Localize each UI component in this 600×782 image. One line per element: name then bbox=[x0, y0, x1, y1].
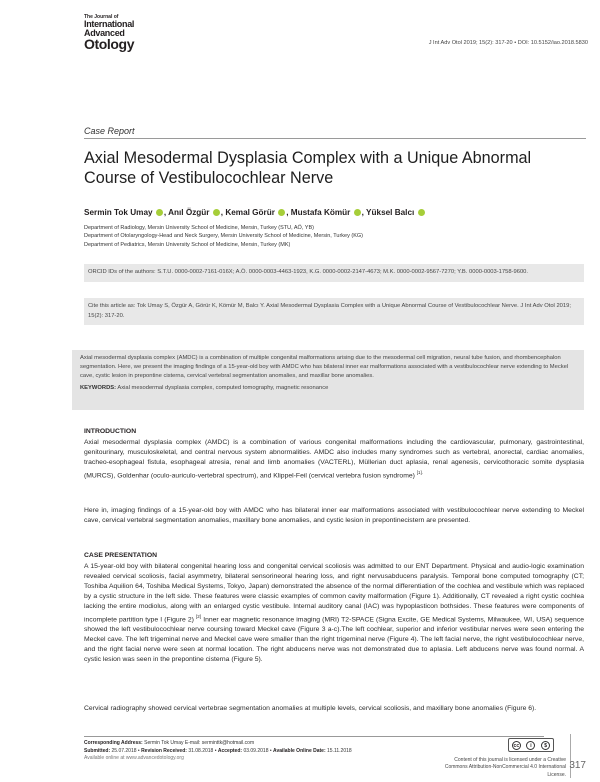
article-title: Axial Mesodermal Dysplasia Complex with a Unique Abnormal Course of Vestibulocochlear Nerve bbox=[84, 149, 532, 187]
logo-line-1: The Journal of bbox=[84, 14, 119, 20]
orcid-icon[interactable] bbox=[213, 209, 220, 216]
online-date-label: Available Online Date: bbox=[273, 747, 326, 754]
abstract-text: Axial mesodermal dysplasia complex (AMDC) is a combination of multiple congenital malformations arising due to the mesodermal cell migration, neural tube fusion, and rhombencephalon segmentation. Here, we present the imaging findings of a 15-year-old boy with AMDC who has bilateral inner ear malformations associated with a vestibulocochlear nerve extending to Meckel cave, cystic lesion in prepontine cisterna, cervical vertebral segmentation anomalies, and maxillar bone anomalies. bbox=[80, 355, 569, 379]
author-list: Sermin Tok Umay , Anıl Özgür , Kemal Görür , Mustafa Kömür , Yüksel Balcı bbox=[84, 208, 426, 217]
orcid-icon[interactable] bbox=[156, 209, 163, 216]
journal-citation: J Int Adv Otol 2019; 15(2): 317-20 • DOI: 10.5152/iao.2018.5830 bbox=[428, 40, 588, 46]
case-text-continued: Inner ear magnetic resonance imaging (MRI) T2-SPACE (Signa Excite, GE Medical Systems, Milwaukee, WI, USA) sequence showed the left vestibulocochlear nerve coursing toward Meckel cave (Figure 3 a-c).The left cochlear, superior and inferior vestibular nerves were seen entering the Meckel cave. The left trigeminal nerve and Meckel cave were smaller than the right trigeminal nerve (Figure 4). The left facial nerve, the right vestibulocochlear nerve, and the right facial nerve were seen at normal location. The right abducens nerve was not demonstrated due to aplasia. Left abducens nerve was found normal. A cystic lesion was seen in the prepontine cisterna (Figure 5). bbox=[84, 616, 585, 664]
creative-commons-badge[interactable] bbox=[508, 738, 554, 752]
case-heading: CASE PRESENTATION bbox=[84, 552, 158, 559]
accepted-value: 03.09.2018 bbox=[243, 747, 269, 754]
revision-label: Revision Received: bbox=[141, 747, 187, 754]
case-text: A 15-year-old boy with bilateral congenital hearing loss and congenital cervical scoliosis was admitted to our ENT Department. Physical and audio-logic examination revealed cervical scoliosis, facial asymmetry, bilateral sensorineoral hearing loss, and right nervusabducens paralysis. Temporal bone computed tomography (CT; Toshiba Aquilion 64, Toshiba Medical Systems, Tokyo, Japan) demonstrated the absence of the normal differentiation of the cochlea and vestibule which was replaced by a cystic structure in the left side. These features were classic examples of common cavity malformation (Figure 1). Additionally, CT revealed a right cystic cochlea lacking the entire modiolus, along with an enlarged cystic vestibule. Internal auditory canal (IAC) was hypoplasticon bothsides. These features were components of incomplete partition type I (Figure 2) bbox=[84, 563, 584, 624]
affiliation: Department of Radiology, Mersin University School of Medicine, Mersin, Turkey (STU, AÖ, YB) bbox=[84, 225, 314, 231]
article-type: Case Report bbox=[84, 126, 135, 136]
abstract-box bbox=[72, 350, 584, 410]
keywords-value: Axial mesodermal dysplasia complex, computed tomography, magnetic resonance bbox=[117, 385, 329, 391]
orcid-icon[interactable] bbox=[278, 209, 285, 216]
page-number: 317 bbox=[569, 760, 586, 771]
noncommercial-icon: $ bbox=[541, 741, 550, 750]
introduction-paragraph bbox=[84, 438, 584, 481]
corr-label: Corresponding Address: bbox=[84, 740, 143, 746]
keywords-label: KEYWORDS: bbox=[80, 385, 117, 391]
introduction-paragraph-2: Here in, imaging findings of a 15-year-old boy with AMDC who has bilateral inner ear malformations associated with vestibulocochlear nerve extending to Meckel cave, cervical vertebral segmentation anomalies, maxillary bone anomalies, and cystic lesion in prepontinecistern are presented. bbox=[84, 507, 584, 524]
affiliation: Department of Pediatrics, Mersin University School of Medicine, Mersin, Turkey (MK) bbox=[84, 241, 291, 248]
author-name: Mustafa Kömür bbox=[290, 208, 351, 217]
available-online[interactable]: Available online at www.advancedotology.org bbox=[84, 755, 184, 762]
logo-line-2: International Advanced bbox=[84, 19, 135, 38]
online-date-value: 15.11.2018 bbox=[327, 747, 352, 754]
cc-icon: cc bbox=[513, 742, 520, 749]
case-paragraph-2: Cervical radiography showed cervical vertebrae segmentation anomalies at multiple levels, cervical scoliosis, and maxillary bone anomalies (Figure 6). bbox=[84, 705, 537, 712]
orcid-icon[interactable] bbox=[418, 209, 425, 216]
submitted-label: Submitted: bbox=[84, 747, 111, 754]
dates: Submitted: 25.07.2018 • Revision Received: 31.08.2018 • Accepted: 03.09.2018 • Available Online Date: 15.11.2018 bbox=[84, 747, 352, 754]
introduction-heading: INTRODUCTION bbox=[84, 428, 137, 435]
cite-box: Cite this article as: Tok Umay S, Özgür A, Görür K, Kömür M, Balcı Y. Axial Mesodermal Dysplasia Complex with a Unique Abnormal Course of Vestibulocochlear Nerve. J Int Adv Otol 2019; 15(2): 317-20. bbox=[84, 298, 584, 325]
author-name: Kemal Görür bbox=[225, 208, 275, 217]
case-paragraph bbox=[84, 562, 584, 665]
case-reference[interactable]: [2] bbox=[196, 614, 202, 619]
affiliation: Department of Otolaryngology-Head and Neck Surgery, Mersin University School of Medicine, Mersin, Turkey (KG) bbox=[84, 233, 363, 240]
author-name: Anıl Özgür bbox=[168, 208, 210, 217]
corresponding-address bbox=[84, 740, 414, 748]
footer-info bbox=[84, 740, 414, 763]
orcid-icon[interactable] bbox=[354, 209, 361, 216]
revision-value: 31.08.2018 bbox=[188, 747, 214, 754]
corr-value: Sermin Tok Umay E-mail: serminttk@hotmail.com bbox=[144, 740, 255, 746]
journal-logo bbox=[84, 14, 154, 51]
license-text: Content of this journal is licensed under a Creative Commons Attribution-NonCommercial 4.0 International License. bbox=[444, 757, 566, 778]
author-name: Sermin Tok Umay bbox=[84, 208, 153, 217]
affiliations bbox=[84, 224, 363, 249]
attribution-icon: i bbox=[526, 741, 535, 750]
intro-reference[interactable]: [1]. bbox=[416, 470, 424, 475]
accepted-label: Accepted: bbox=[217, 747, 243, 754]
submitted-value: 25.07.2018 bbox=[111, 747, 137, 754]
logo-line-3: Otology bbox=[84, 36, 135, 52]
author-name: Yüksel Balcı bbox=[366, 208, 415, 217]
intro-text: Axial mesodermal dysplasia complex (AMDC) is a combination of various congenital malformations including the cardiovascular, pulmonary, gastrointestinal, genitourinary, musculoskeletal, and central nervous system abnormalities. AMDC also includes many syndromes such as vertebral, anorectal, cardiac anomalies, tracheo-esophageal fistula, esophageal atresia, renal and limb anomalies (VACTERL), Müllerian duct aplasia, renal agenesis, cervicothoracic somite dysplasia (MURCS), Goldenhar (oculo-auriculo-vertebral spectrum), and Klippel-Feil (cervical vertebra fusion syndrome) bbox=[84, 439, 584, 480]
keywords bbox=[80, 384, 576, 393]
divider bbox=[84, 138, 586, 139]
page-separator bbox=[570, 734, 571, 778]
footer-divider bbox=[84, 736, 544, 737]
orcid-box: ORCID IDs of the authors: S.T.U. 0000-0002-7161-016X; A.Ö. 0000-0003-4463-1923, K.G. 0000-0002-2147-4673; M.K. 0000-0002-9567-7270; Y.B. 0000-0003-1758-9600. bbox=[84, 264, 584, 282]
